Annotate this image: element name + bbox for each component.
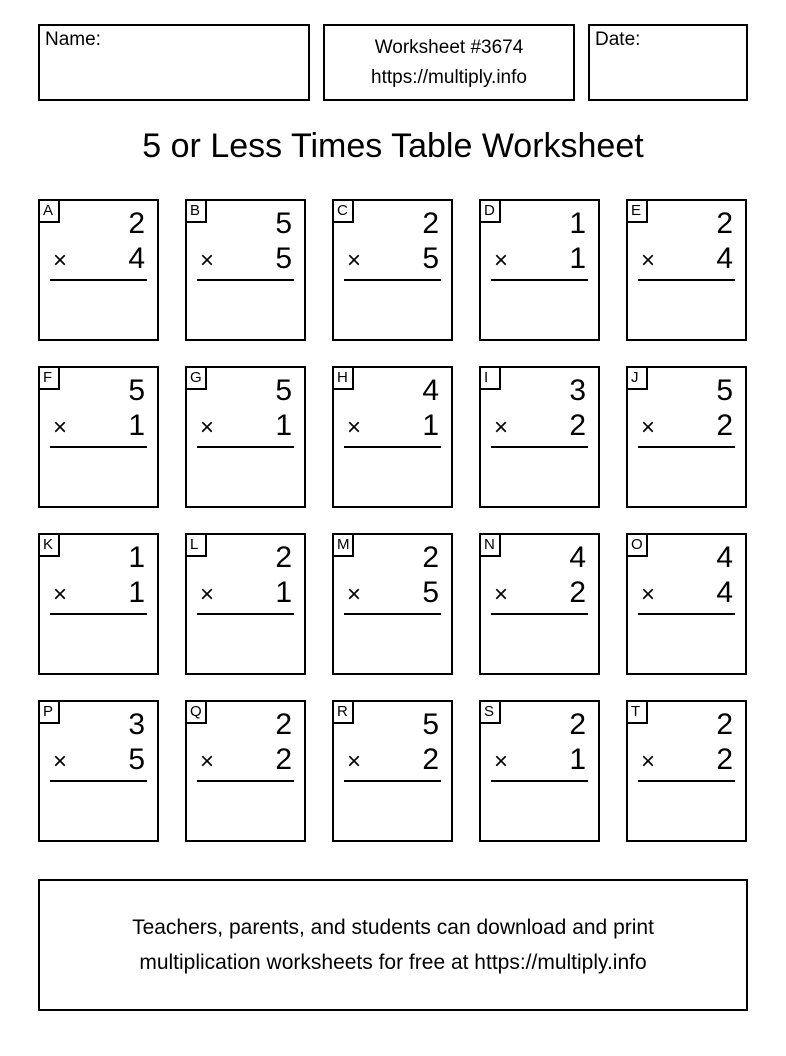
problem-card[interactable] — [479, 700, 600, 842]
bottom-operand: 2 — [716, 743, 733, 776]
name-field-box[interactable] — [38, 24, 310, 101]
problem-letter: P — [40, 702, 60, 724]
site-url: https://multiply.info — [371, 67, 527, 88]
answer-line — [491, 279, 588, 281]
multiply-sign-icon: × — [641, 581, 656, 608]
answer-line — [491, 780, 588, 782]
answer-line — [197, 613, 294, 615]
problem-card[interactable] — [332, 700, 453, 842]
top-operand: 2 — [716, 708, 733, 741]
multiply-sign-icon: × — [200, 247, 215, 274]
top-operand: 4 — [569, 541, 586, 574]
problem-letter: A — [40, 201, 60, 223]
top-operand: 4 — [422, 374, 439, 407]
bottom-operand: 1 — [128, 409, 145, 442]
top-operand: 3 — [128, 708, 145, 741]
top-operand: 5 — [128, 374, 145, 407]
top-operand: 4 — [716, 541, 733, 574]
problem-letter: I — [481, 368, 501, 390]
problem-card[interactable] — [626, 700, 747, 842]
problem-card[interactable] — [38, 199, 159, 341]
problem-letter: H — [334, 368, 354, 390]
answer-line — [344, 446, 441, 448]
top-operand: 2 — [716, 207, 733, 240]
name-label: Name: — [45, 29, 101, 50]
top-operand: 2 — [275, 541, 292, 574]
footer-text-line-2: multiplication worksheets for free at https://multiply.info — [139, 951, 647, 974]
top-operand: 5 — [275, 207, 292, 240]
bottom-operand: 2 — [422, 743, 439, 776]
problem-grid — [38, 199, 748, 842]
bottom-operand: 2 — [569, 576, 586, 609]
date-label: Date: — [595, 29, 641, 50]
top-operand: 3 — [569, 374, 586, 407]
multiply-sign-icon: × — [53, 581, 68, 608]
answer-line — [344, 613, 441, 615]
bottom-operand: 4 — [716, 576, 733, 609]
bottom-operand: 4 — [716, 242, 733, 275]
multiply-sign-icon: × — [494, 748, 509, 775]
problem-card[interactable] — [38, 700, 159, 842]
bottom-operand: 1 — [422, 409, 439, 442]
bottom-operand: 1 — [275, 409, 292, 442]
problem-letter: C — [334, 201, 354, 223]
bottom-operand: 5 — [275, 242, 292, 275]
bottom-operand: 4 — [128, 242, 145, 275]
multiply-sign-icon: × — [641, 414, 656, 441]
multiply-sign-icon: × — [53, 247, 68, 274]
answer-line — [638, 279, 735, 281]
problem-card[interactable] — [38, 533, 159, 675]
multiply-sign-icon: × — [200, 414, 215, 441]
problem-letter: T — [628, 702, 648, 724]
multiply-sign-icon: × — [494, 414, 509, 441]
answer-line — [638, 446, 735, 448]
answer-line — [638, 780, 735, 782]
problem-letter: O — [628, 535, 648, 557]
answer-line — [491, 613, 588, 615]
top-operand: 2 — [422, 207, 439, 240]
multiply-sign-icon: × — [494, 247, 509, 274]
bottom-operand: 5 — [422, 576, 439, 609]
multiply-sign-icon: × — [200, 581, 215, 608]
bottom-operand: 1 — [569, 743, 586, 776]
problem-letter: G — [187, 368, 207, 390]
answer-line — [50, 446, 147, 448]
footer-text-line-1: Teachers, parents, and students can download and print — [132, 916, 654, 939]
problem-letter: N — [481, 535, 501, 557]
top-operand: 2 — [422, 541, 439, 574]
top-operand: 1 — [128, 541, 145, 574]
bottom-operand: 2 — [569, 409, 586, 442]
answer-line — [344, 780, 441, 782]
answer-line — [344, 279, 441, 281]
answer-line — [197, 780, 294, 782]
problem-card[interactable] — [185, 199, 306, 341]
bottom-operand: 2 — [275, 743, 292, 776]
problem-letter: B — [187, 201, 207, 223]
bottom-operand: 5 — [422, 242, 439, 275]
problem-card[interactable] — [479, 199, 600, 341]
problem-card[interactable] — [626, 533, 747, 675]
problem-letter: D — [481, 201, 501, 223]
problem-card[interactable] — [626, 199, 747, 341]
top-operand: 5 — [275, 374, 292, 407]
problem-letter: Q — [187, 702, 207, 724]
top-operand: 5 — [422, 708, 439, 741]
top-operand: 1 — [569, 207, 586, 240]
answer-line — [197, 446, 294, 448]
worksheet-number: Worksheet #3674 — [374, 37, 524, 58]
problem-card[interactable] — [38, 366, 159, 508]
answer-line — [491, 446, 588, 448]
problem-letter: S — [481, 702, 501, 724]
date-field-box[interactable] — [588, 24, 748, 101]
problem-letter: E — [628, 201, 648, 223]
top-operand: 5 — [716, 374, 733, 407]
footer-box — [38, 879, 748, 1011]
problem-letter: R — [334, 702, 354, 724]
problem-card[interactable] — [479, 533, 600, 675]
multiply-sign-icon: × — [53, 748, 68, 775]
multiply-sign-icon: × — [347, 748, 362, 775]
problem-letter: K — [40, 535, 60, 557]
multiply-sign-icon: × — [347, 414, 362, 441]
top-operand: 2 — [275, 708, 292, 741]
multiply-sign-icon: × — [641, 748, 656, 775]
worksheet-info-box — [323, 24, 575, 101]
answer-line — [197, 279, 294, 281]
bottom-operand: 2 — [716, 409, 733, 442]
problem-card[interactable] — [332, 366, 453, 508]
multiply-sign-icon: × — [53, 414, 68, 441]
multiply-sign-icon: × — [641, 247, 656, 274]
problem-letter: L — [187, 535, 207, 557]
bottom-operand: 1 — [569, 242, 586, 275]
multiply-sign-icon: × — [200, 748, 215, 775]
answer-line — [50, 613, 147, 615]
top-operand: 2 — [128, 207, 145, 240]
problem-card[interactable] — [479, 366, 600, 508]
bottom-operand: 1 — [128, 576, 145, 609]
answer-line — [638, 613, 735, 615]
multiply-sign-icon: × — [347, 247, 362, 274]
bottom-operand: 5 — [128, 743, 145, 776]
problem-letter: M — [334, 535, 354, 557]
answer-line — [50, 780, 147, 782]
answer-line — [50, 279, 147, 281]
problem-letter: J — [628, 368, 648, 390]
problem-letter: F — [40, 368, 60, 390]
problem-card[interactable] — [332, 199, 453, 341]
problem-card[interactable] — [626, 366, 747, 508]
problem-card[interactable] — [185, 700, 306, 842]
multiply-sign-icon: × — [347, 581, 362, 608]
multiply-sign-icon: × — [494, 581, 509, 608]
top-operand: 2 — [569, 708, 586, 741]
page-title: 5 or Less Times Table Worksheet — [142, 127, 644, 165]
problem-card[interactable] — [185, 366, 306, 508]
problem-card[interactable] — [185, 533, 306, 675]
bottom-operand: 1 — [275, 576, 292, 609]
problem-card[interactable] — [332, 533, 453, 675]
